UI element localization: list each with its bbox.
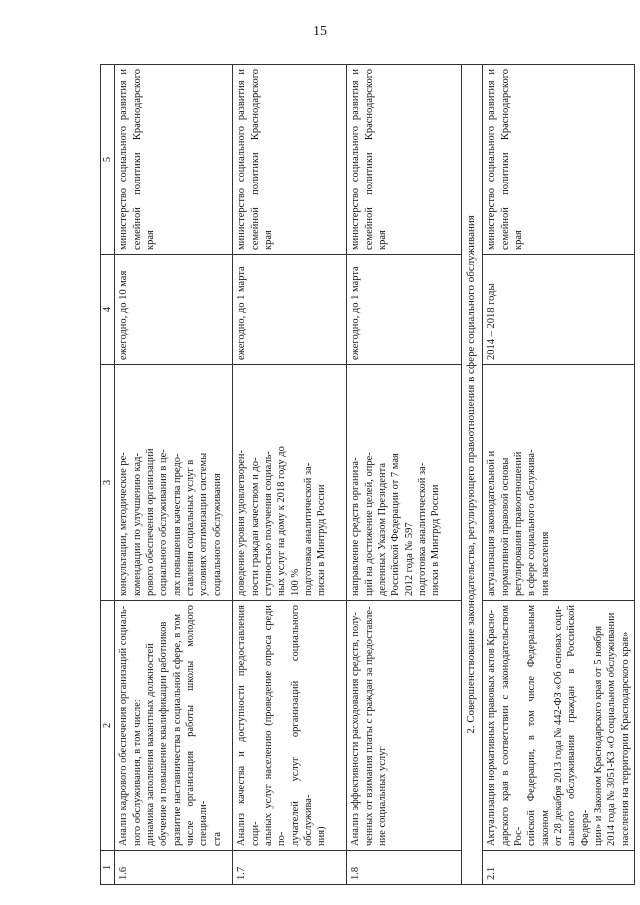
deadline-cell: 2014 – 2018 годы: [483, 255, 635, 365]
deadline-cell: ежегодно, до 1 марта: [233, 255, 347, 365]
header-col-5: 5: [101, 65, 115, 255]
section-heading: 2. Совершенствование законодательства, регулирующего правоотношения в сфере социального обслуживания: [462, 65, 483, 885]
header-col-1: 1: [101, 851, 115, 885]
section-row: [462, 65, 483, 885]
result-cell: консультации, методические ре- комендации по улучшению кад- рового обеспечения организаций социального обслуживания в це- лях повышения качества предо- ставления социальных услуг в условиях оптимизации системы социального обслуживания: [115, 365, 233, 601]
rotated-table-wrapper: [100, 65, 631, 885]
deadline-cell: ежегодно, до 1 марта: [347, 255, 462, 365]
result-cell: актуализация законодательной и нормативной правовой основы регулирования правоотношений в сфере социального обслужива- ния населения: [483, 365, 635, 601]
responsible-cell: министерство социального развития и семейной политики Краснодарского края: [115, 65, 233, 255]
activity-cell: Анализ эффективности расходования средств, полу- ченных от взимания платы с граждан за предоставле- ние социальных услуг: [347, 601, 462, 851]
table-row: [483, 65, 635, 885]
activity-cell: Актуализация нормативных правовых актов Красно- дарского края в соответствии с законодательством Рос- сийской Федерации, в том числе Федеральным законом от 28 декабря 2013 года № 442-ФЗ «Об основах соци- ального обслуживания граждан в Российской Федера- ции» и Законом Краснодарского края от 5 ноября 2014 года № 3051-КЗ «О социальном обслуживании населения на территории Краснодарского края»: [483, 601, 635, 851]
header-col-2: 2: [101, 601, 115, 851]
table-header-row: [101, 65, 115, 885]
activity-cell: Анализ качества и доступности предоставления соци- альных услуг населению (проведение опроса среди по- лучателей услуг организаций социального обслужива- ния): [233, 601, 347, 851]
table-row: [233, 65, 347, 885]
row-number: 1.8: [347, 851, 462, 885]
result-cell: направление средств организа- ций на достижение целей, опре- деленных Указом Президента Российской Федерации от 7 мая 2012 года № 597 подготовка аналитической за- писки в Минтруд России: [347, 365, 462, 601]
header-col-4: 4: [101, 255, 115, 365]
row-number: 1.7: [233, 851, 347, 885]
responsible-cell: министерство социального развития и семейной политики Краснодарского края: [347, 65, 462, 255]
responsible-cell: министерство социального развития и семейной политики Краснодарского края: [483, 65, 635, 255]
result-cell: доведение уровня удовлетворен- ности граждан качеством и до- ступностью получения социаль- ных услуг на дому к 2018 году до 100 % подготовка аналитической за- писки в Минтруд России: [233, 365, 347, 601]
page-number: 15: [313, 24, 327, 39]
header-col-3: 3: [101, 365, 115, 601]
activity-cell: Анализ кадрового обеспечения организаций социаль- ного обслуживания, в том числе: динамика заполнения вакантных должностей обучение и повышение квалификации работников развитие наставничества в социальной сфере, в том числе организация работы школы молодого специали- ста: [115, 601, 233, 851]
row-number: 1.6: [115, 851, 233, 885]
activities-table: [100, 64, 635, 885]
row-number: 2.1: [483, 851, 635, 885]
table-row: [347, 65, 462, 885]
deadline-cell: ежегодно, до 10 мая: [115, 255, 233, 365]
responsible-cell: министерство социального развития и семейной политики Краснодарского края: [233, 65, 347, 255]
table-row: [115, 65, 233, 885]
